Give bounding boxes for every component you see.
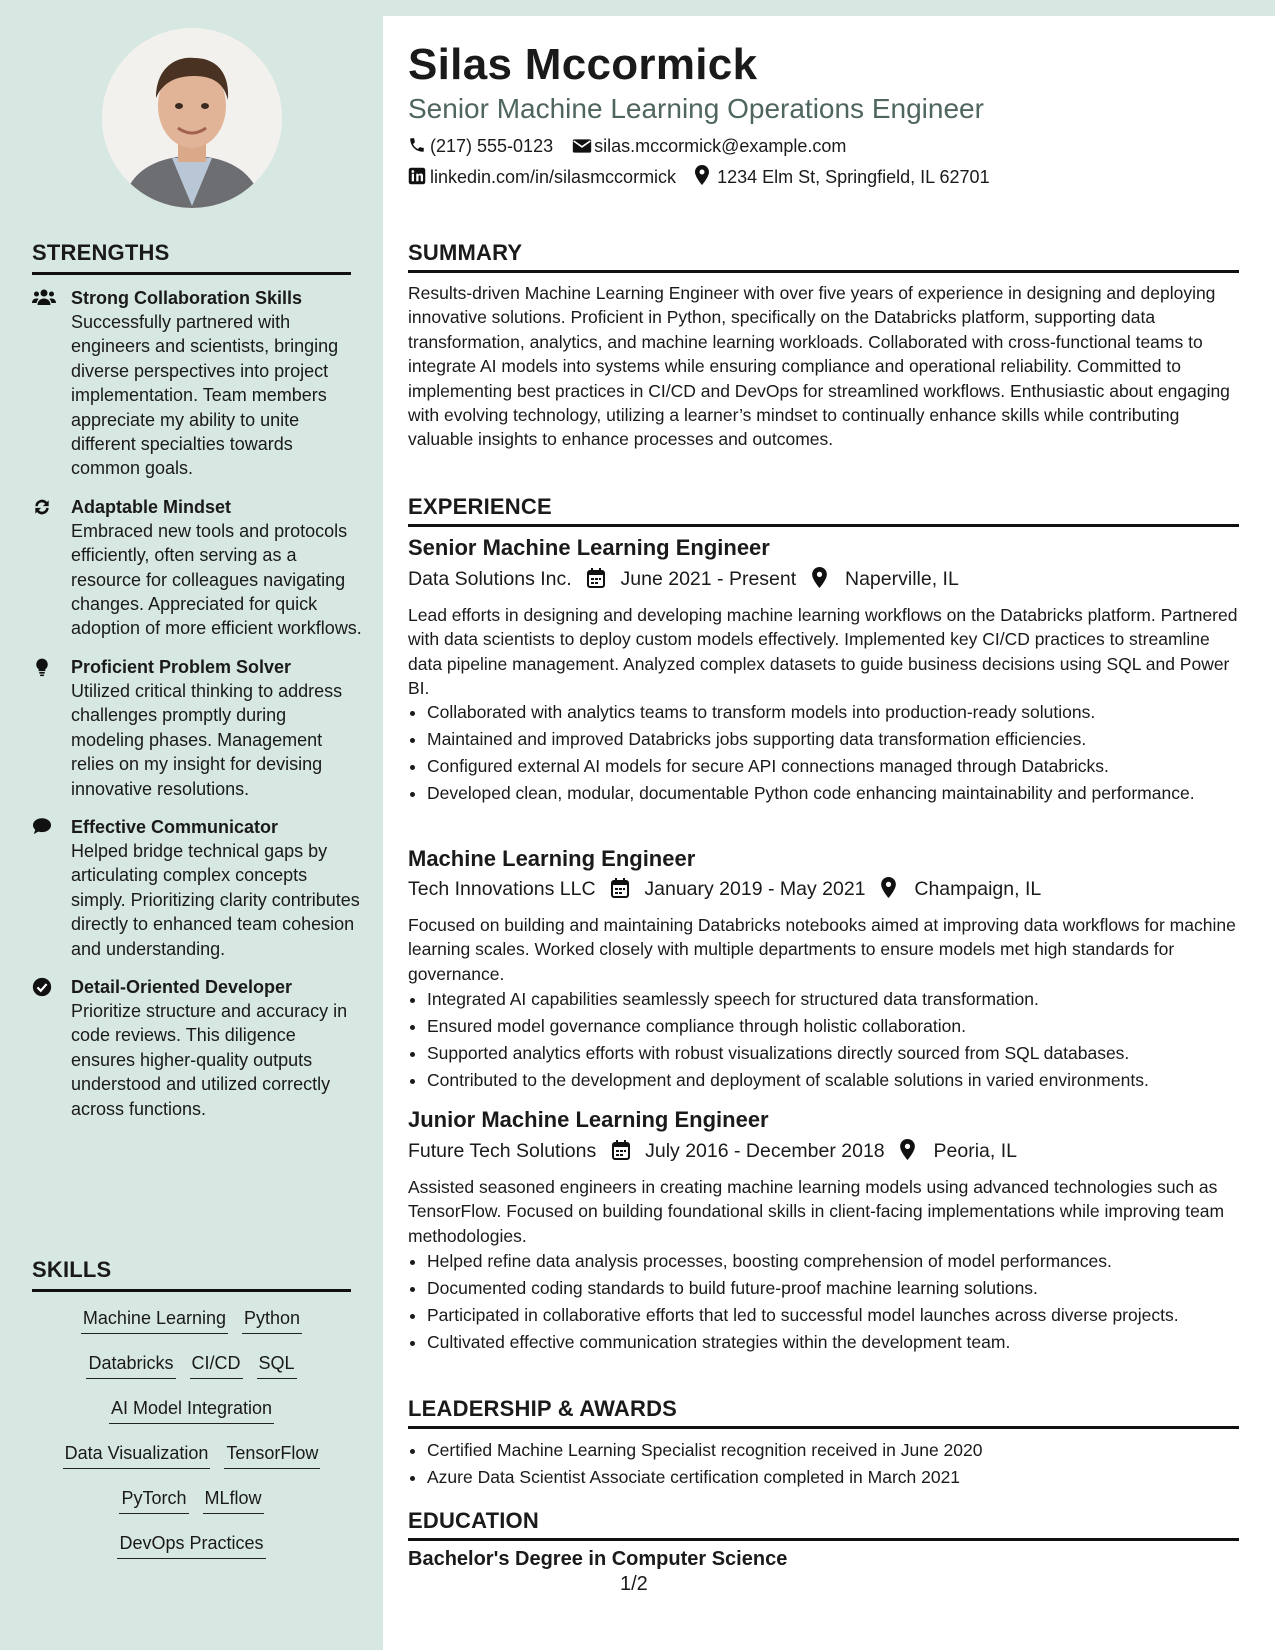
summary-text: Results-driven Machine Learning Engineer with over five years of experience in designing and deploying innovative solutions. Proficient in Python, specifically on the Databricks platform, supporting data transformation, analytics, and machine learning workloads. Collaborated with cross-functional teams to integrate AI models into systems while ensuring compliance and operational reliability. Committed to implementing best practices in CI/CD and DevOps for streamlined workflows. Enthusiastic about engaging with evolving technology, utilizing a learner’s mindset to continually enhance skills while contributing valuable insights to enhance processes and outcomes.	[408, 283, 1230, 450]
map-marker-icon	[812, 567, 834, 594]
strengths-list	[32, 286, 362, 1135]
job-title: Machine Learning Engineer	[408, 846, 696, 871]
leadership-item: • Certified Machine Learning Specialist recognition received in June 2020	[427, 1438, 1258, 1462]
education-degree: Bachelor's Degree in Computer Science	[408, 1548, 788, 1570]
strength-title: Adaptable Mindset	[71, 496, 232, 517]
strength-desc: Embraced new tools and protocols efficiently, often serving as a resource for colleagues navigating changes. Appreciated for quick adoption of more efficient workflows.	[71, 520, 362, 639]
strength-item	[32, 286, 362, 481]
calendar-icon	[612, 1140, 634, 1166]
candidate-name: Silas Mccormick	[408, 40, 758, 89]
phone-contact	[408, 134, 553, 160]
strengths-heading: STRENGTHS	[32, 240, 351, 275]
job-description: Assisted seasoned engineers in creating machine learning models using advanced technologies such as TensorFlow. Focused on building foundational skills in client-facing implementations while improving team methodologies.	[408, 1177, 1225, 1246]
strength-desc: Successfully partnered with engineers and scientists, bringing diverse perspectives into project implementation. Team members appreciate my ability to unite different specialties towards common goals.	[71, 312, 339, 479]
skill-tag: Data Visualization	[63, 1441, 211, 1469]
job-bullets	[408, 987, 1258, 1095]
strength-title: Detail-Oriented Developer	[71, 976, 293, 997]
contact-row-1	[408, 134, 860, 160]
job-location: Naperville, IL	[845, 568, 959, 590]
phone-icon	[408, 136, 428, 160]
skill-tag: DevOps Practices	[117, 1531, 265, 1559]
linkedin-icon	[408, 167, 428, 191]
email-text: silas.mccormick@example.com	[594, 136, 847, 156]
job-bullets	[408, 1249, 1258, 1357]
job-description: Focused on building and maintaining Databricks notebooks aimed at improving data workflows for machine learning scales. Worked closely with multiple departments to ensure models met high standards for governance.	[408, 915, 1236, 984]
skills-heading: SKILLS	[32, 1257, 351, 1292]
map-marker-icon	[695, 165, 715, 191]
envelope-icon	[572, 136, 592, 160]
strength-item	[32, 815, 362, 961]
job-title: Senior Machine Learning Engineer	[408, 535, 770, 560]
email-contact[interactable]	[572, 134, 846, 160]
job-meta	[408, 877, 1041, 904]
skill-tag: SQL	[257, 1351, 297, 1379]
job-bullet: • Documented coding standards to build future-proof machine learning solutions.	[427, 1276, 1258, 1300]
map-marker-icon	[900, 1139, 922, 1166]
skill-tag: MLflow	[203, 1486, 264, 1514]
strength-item	[32, 975, 362, 1121]
job-meta	[408, 567, 959, 594]
job-bullet: • Participated in collaborative efforts that led to successful model launches across diverse projects.	[427, 1303, 1258, 1327]
skill-tag: CI/CD	[190, 1351, 243, 1379]
job-dates: July 2016 - December 2018	[645, 1140, 885, 1162]
job-location: Champaign, IL	[914, 878, 1042, 900]
skill-tag: Databricks	[86, 1351, 175, 1379]
job-title: Junior Machine Learning Engineer	[408, 1107, 769, 1132]
linkedin-contact[interactable]	[408, 165, 676, 191]
phone-text: (217) 555-0123	[430, 136, 554, 156]
job-company: Tech Innovations LLC	[408, 878, 596, 900]
skill-tag: AI Model Integration	[109, 1396, 274, 1424]
job-bullet: • Cultivated effective communication strategies within the development team.	[427, 1330, 1258, 1354]
leadership-list	[408, 1438, 1258, 1492]
education-heading: EDUCATION	[408, 1508, 1239, 1541]
users-icon	[32, 288, 56, 308]
job-company: Data Solutions Inc.	[408, 568, 572, 590]
calendar-icon	[611, 878, 633, 904]
leadership-heading: LEADERSHIP & AWARDS	[408, 1396, 1239, 1429]
linkedin-text: linkedin.com/in/silasmccormick	[430, 167, 677, 187]
job-bullet: • Configured external AI models for secure API connections managed through Databricks.	[427, 754, 1258, 778]
job-bullet: • Integrated AI capabilities seamlessly speech for structured data transformation.	[427, 987, 1258, 1011]
page-number: 1/2	[620, 1573, 648, 1595]
job-bullet: • Maintained and improved Databricks jobs supporting data transformation efficiencies.	[427, 727, 1258, 751]
strength-title: Strong Collaboration Skills	[71, 288, 303, 308]
contact-row-2	[408, 165, 1004, 191]
map-marker-icon	[881, 877, 903, 904]
experience-heading: EXPERIENCE	[408, 494, 1239, 527]
skill-tag: Machine Learning	[81, 1306, 228, 1334]
job-description: Lead efforts in designing and developing machine learning workflows on the Databricks platform. Partnered with data scientists to deploy custom models effectively. Implemented key CI/CD practices to streamline data pipeline management. Analyzed complex datasets to guide business decisions using SQL and Power BI.	[408, 605, 1238, 699]
check-circle-icon	[32, 977, 56, 997]
comment-icon	[32, 817, 56, 837]
job-meta	[408, 1139, 1017, 1166]
strength-item	[32, 655, 362, 801]
strength-title: Effective Communicator	[71, 816, 279, 837]
summary-heading: SUMMARY	[408, 240, 1239, 273]
skill-tag: TensorFlow	[224, 1441, 320, 1469]
address-text: 1234 Elm St, Springfield, IL 62701	[717, 167, 990, 187]
job-bullet: • Contributed to the development and deployment of scalable solutions in varied environments.	[427, 1068, 1258, 1092]
strength-desc: Prioritize structure and accuracy in code reviews. This diligence ensures higher-quality outputs understood and utilized correctly across functions.	[71, 1000, 348, 1119]
strength-desc: Utilized critical thinking to address challenges promptly during modeling phases. Management relies on my insight for devising innovative resolutions.	[71, 680, 343, 799]
candidate-title: Senior Machine Learning Operations Engineer	[408, 93, 984, 124]
calendar-icon	[587, 568, 609, 594]
skills-list	[32, 1306, 351, 1576]
lightbulb-icon	[32, 657, 56, 677]
strength-desc: Helped bridge technical gaps by articulating complex concepts simply. Prioritizing clarity contributes directly to enhanced team cohesion and understanding.	[71, 840, 360, 959]
strength-title: Proficient Problem Solver	[71, 656, 292, 677]
job-location: Peoria, IL	[933, 1140, 1017, 1162]
profile-photo	[102, 28, 282, 208]
sync-icon	[32, 497, 56, 517]
job-dates: January 2019 - May 2021	[644, 878, 866, 900]
skill-tag: Python	[242, 1306, 302, 1334]
job-bullets	[408, 700, 1258, 808]
leadership-item: • Azure Data Scientist Associate certification completed in March 2021	[427, 1465, 1258, 1489]
job-bullet: • Developed clean, modular, documentable Python code enhancing maintainability and performance.	[427, 781, 1258, 805]
strength-item	[32, 495, 362, 641]
job-bullet: • Ensured model governance compliance through holistic collaboration.	[427, 1014, 1258, 1038]
skill-tag: PyTorch	[119, 1486, 188, 1514]
job-bullet: • Helped refine data analysis processes, boosting comprehension of model performances.	[427, 1249, 1258, 1273]
address-contact	[695, 165, 990, 191]
job-bullet: • Supported analytics efforts with robust visualizations directly sourced from SQL databases.	[427, 1041, 1258, 1065]
job-bullet: • Collaborated with analytics teams to transform models into production-ready solutions.	[427, 700, 1258, 724]
job-company: Future Tech Solutions	[408, 1140, 597, 1162]
job-dates: June 2021 - Present	[620, 568, 797, 590]
